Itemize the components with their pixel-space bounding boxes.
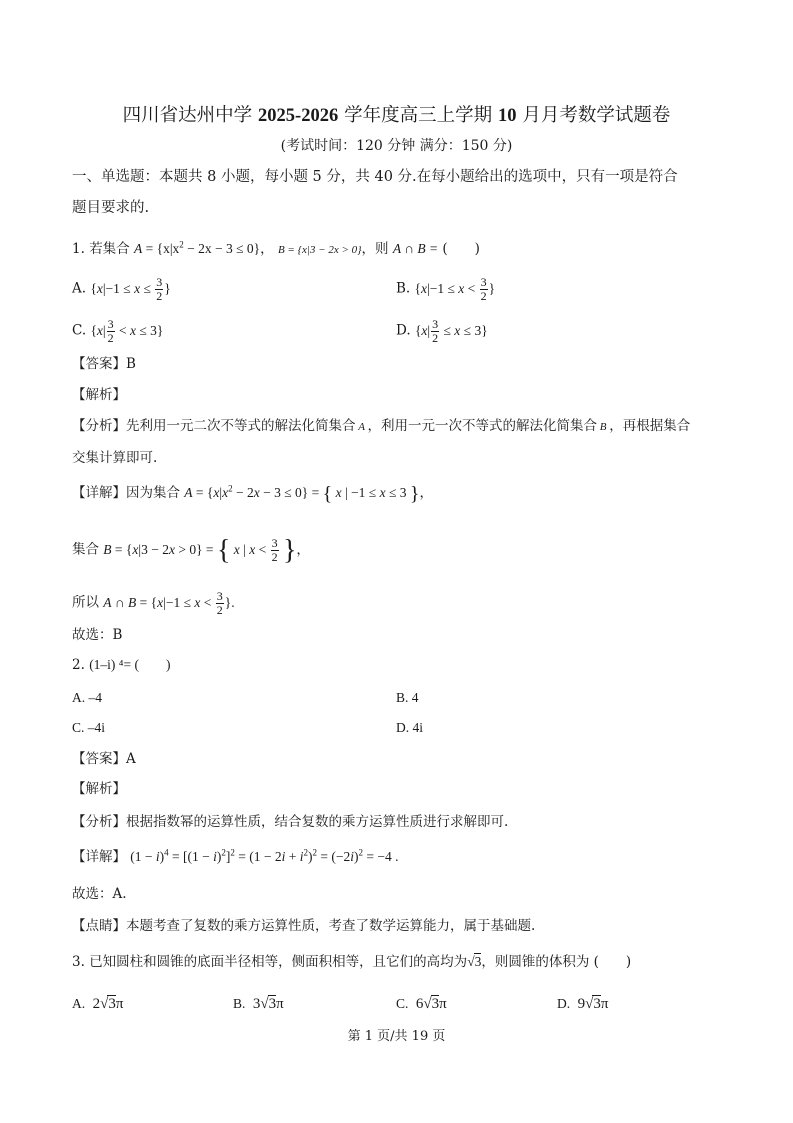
q3-option-a: A. 2√3π <box>72 996 124 1012</box>
q2-option-c: C. –4i <box>72 720 106 735</box>
q3-option-d-label: D. <box>557 996 571 1011</box>
question-1-stem: 1. 若集合 $A = \{x|x^2 - 2x - 3 \le 0\}$， B = {x|3 − 2x > 0}，则 A ∩ B = ( ) <box>72 239 480 257</box>
set-b-definition: B = {x|3 − 2x > 0} <box>277 244 362 256</box>
q3-option-d: D. 9√3π <box>557 996 609 1012</box>
q3-option-a-label: A. <box>72 996 86 1011</box>
q1-option-a <box>72 276 171 303</box>
question-3-text-a: 已知圆柱和圆锥的底面半径相等，侧面积相等，且它们的高均为 <box>89 954 468 970</box>
question-1-intersection: A ∩ B = <box>392 241 439 256</box>
q2-fenxi: 【分析】根据指数幂的运算性质，结合复数的乘方运算性质进行求解即可. <box>72 814 509 830</box>
q1-option-a-value: {x|−1 ≤ x ≤ $\frac{3}{2}$ } <box>90 275 171 303</box>
q3-option-b-label: B. <box>233 996 246 1011</box>
q1-analysis-label: 【解析】 <box>72 387 126 403</box>
q1-fenxi-part-c: ，再根据集合 <box>609 418 691 434</box>
title-suffix: 月月考数学试题卷 <box>516 105 671 126</box>
title-mid: 学年度高三上学期 <box>338 105 498 126</box>
set-a-expr: = $\{x|x^2 - 2x - 3 \le 0\}$ <box>142 239 261 256</box>
q1-fenxi-set-a: A <box>355 421 368 433</box>
q1-choice: 故选：B <box>72 627 123 643</box>
question-1-text: 若集合 <box>89 241 130 257</box>
q1-option-b <box>396 276 495 303</box>
q3-option-c-coef: 6 <box>415 996 424 1012</box>
q1-option-d-value: {x| $\frac{3}{2}$ ≤ x ≤ 3} <box>414 317 488 345</box>
q1-detail-set-a: $A = \{x|x^2 - 2x - 3 \le 0\}$ = { x | −1 ≤ x ≤ 3 }， <box>184 482 433 505</box>
q1-option-a-label: A. <box>72 280 87 297</box>
q1-fenxi-part-a: 【分析】先利用一元二次不等式的解法化简集合 <box>72 418 356 434</box>
q2-choice: 故选：A. <box>72 886 127 902</box>
q3-option-c: C. 6√3π <box>396 996 447 1012</box>
q2-option-d: D. 4i <box>396 720 423 735</box>
question-2-stem <box>72 656 171 674</box>
q1-option-b-value: {x|−1 ≤ x < $\frac{3}{2}$ } <box>414 275 496 303</box>
q1-detail-line3 <box>72 590 235 617</box>
section-heading-line2: 题目要求的. <box>72 200 150 216</box>
q2-comment: 【点睛】本题考查了复数的乘方运算性质，考查了数学运算能力，属于基础题. <box>72 918 536 934</box>
question-3-sqrt3: √3 <box>467 954 482 969</box>
q2-detail-label: 【详解】 <box>72 849 126 865</box>
question-1-number: 1. <box>72 241 85 257</box>
q1-option-b-label: B. <box>396 280 411 297</box>
q3-option-a-coef: 2 <box>92 996 101 1012</box>
section-heading-line1: 一、单选题：本题共 8 小题，每小题 5 分，共 40 分.在每小题给出的选项中，只有一项是符合 <box>72 169 678 185</box>
q2-detail-expr: $(1 - i)^4 = [(1 - i)^2]^2 = (1 - 2i + i^2)^2 = (-2i)^2 = -4$ . <box>130 847 399 864</box>
q1-option-c-label: C. <box>72 322 87 339</box>
q1-detail-result: A ∩ B = {x|−1 ≤ x < $\frac{3}{2}$ }. <box>103 589 235 617</box>
q1-option-d-label: D. <box>396 322 411 339</box>
q1-detail-set-b: B = {x|3 − 2x > 0} = { x | x < $\frac{3}{2}$ }， <box>103 534 310 566</box>
q2-analysis-label: 【解析】 <box>72 781 126 797</box>
page-title <box>0 101 793 127</box>
q1-fenxi-line2: 交集计算即可. <box>72 450 158 466</box>
q1-detail-line2 <box>72 534 310 566</box>
title-prefix: 四川省达州中学 <box>122 105 259 126</box>
question-3-stem <box>72 953 631 971</box>
q2-answer: 【答案】A <box>72 751 136 767</box>
question-2-number: 2. <box>72 657 85 673</box>
q1-detail-label: 【详解】因为集合 <box>72 485 180 501</box>
title-years: 2025-2026 <box>258 106 339 126</box>
q1-option-c-value: {x| $\frac{3}{2}$ < x ≤ 3} <box>90 317 164 345</box>
q1-fenxi-set-b: B <box>597 421 610 433</box>
q2-detail <box>72 848 399 866</box>
q1-fenxi-part-b: ，利用一元一次不等式的解法化简集合 <box>367 418 598 434</box>
question-1-blank: ( ) <box>442 241 480 257</box>
q1-option-d <box>396 318 488 345</box>
q1-fenxi <box>72 417 690 436</box>
q3-option-b-coef: 3 <box>252 996 261 1012</box>
question-2-text: (1–i) ⁴= ( ) <box>89 657 171 672</box>
q2-option-a: A. –4 <box>72 690 102 705</box>
question-3-text-b: ，则圆锥的体积为 ( ) <box>481 954 632 970</box>
q1-detail-line1 <box>72 484 433 503</box>
q3-option-b: B. 3√3π <box>233 996 284 1012</box>
page-footer: 第 1 页/共 19 页 <box>347 1029 446 1044</box>
title-month: 10 <box>497 106 517 126</box>
question-3-number: 3. <box>72 954 85 970</box>
q3-option-d-coef: 9 <box>577 996 586 1012</box>
q1-set-b-label: 集合 <box>72 541 99 558</box>
q1-so-label: 所以 <box>72 594 99 611</box>
set-a-definition: A <box>133 241 143 256</box>
q2-option-b: B. 4 <box>396 690 419 705</box>
q1-answer: 【答案】B <box>72 356 136 372</box>
q1-option-c <box>72 318 163 345</box>
exam-info: (考试时间：120 分钟 满分：150 分) <box>280 138 513 154</box>
q3-option-c-label: C. <box>396 996 409 1011</box>
